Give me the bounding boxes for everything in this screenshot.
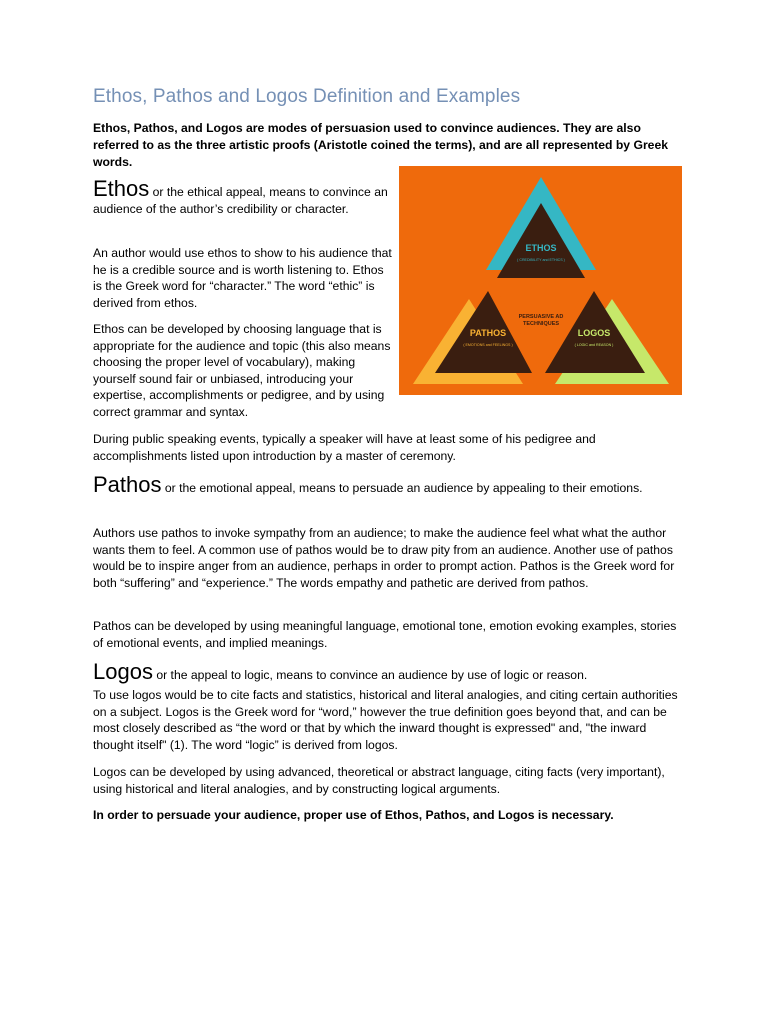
- ethos-label: ETHOS: [525, 243, 557, 253]
- persuasion-triangle-figure: [399, 166, 682, 395]
- ethos-heading: Ethos: [93, 176, 150, 201]
- logos-paragraph-2: Logos can be developed by using advanced, theoretical or abstract language, citing facts (very important), using historical and literal analogies, and by constructing logical arguments.: [93, 765, 665, 796]
- pathos-paragraph-1: Authors use pathos to invoke sympathy from an audience; to make the audience feel what what the author wants them to feel. A common use of pathos would be to draw pity from an audience. Another use of pathos would be to inspire anger from an audience, perhaps in order to prompt action. Pathos is the Greek word for both “suffering” and “experience.” The words empathy and pathetic are derived from pathos.: [93, 526, 675, 590]
- pathos-sublabel: ( EMOTIONS and FEELINGS ): [463, 343, 513, 347]
- pathos-definition: [93, 474, 683, 497]
- persuasion-triangle-graphic: [399, 166, 682, 395]
- logos-paragraph-1: To use logos would be to cite facts and statistics, historical and literal analogies, and citing certain authorities on a subject. Logos is the Greek word for “word,” however the true definition goes beyond that, and can be most closely described as “the word or that by which the inward thought is expressed" and, "the inward thought itself" (1). The word “logic” is derived from logos.: [93, 688, 678, 752]
- center-label-line-2: TECHNIQUES: [522, 321, 560, 327]
- conclusion-paragraph: In order to persuade your audience, proper use of Ethos, Pathos, and Logos is necessary.: [93, 808, 614, 822]
- pathos-definition-text: or the emotional appeal, means to persuade an audience by appealing to their emotions.: [161, 481, 643, 495]
- logos-definition-text: or the appeal to logic, means to convince an audience by use of logic or reason.: [152, 668, 588, 682]
- logos-label: LOGOS: [577, 328, 611, 338]
- document-title: Ethos, Pathos and Logos Definition and Examples: [93, 86, 521, 107]
- logos-heading: Logos: [93, 659, 153, 684]
- intro-paragraph: Ethos, Pathos, and Logos are modes of persuasion used to convince audiences. They are also referred to as the three artistic proofs (Aristotle coined the terms), and are all represented by Greek words.: [93, 121, 669, 169]
- pathos-label: PATHOS: [469, 328, 507, 338]
- pathos-heading: Pathos: [93, 472, 162, 497]
- ethos-sublabel: ( CREDIBILITY and ETHICS ): [517, 258, 565, 262]
- ethos-paragraph-1: An author would use ethos to show to his audience that he is a credible source and is worth listening to. Ethos is the Greek word for “character.” The word “ethic” is derived from ethos.: [93, 246, 392, 310]
- logos-sublabel: ( LOGIC and REASON ): [574, 343, 614, 347]
- ethos-definition-text: or the ethical appeal, means to convince an audience of the author’s credibility or character.: [93, 185, 388, 216]
- pathos-paragraph-2: Pathos can be developed by using meaningful language, emotional tone, emotion evoking examples, stories of emotional events, and implied meanings.: [93, 619, 677, 650]
- ethos-definition: [93, 178, 393, 217]
- logos-definition: [93, 661, 683, 684]
- ethos-paragraph-2: Ethos can be developed by choosing language that is appropriate for the audience and topic (this also means choosing the proper level of vocabulary), making yourself sound fair or unbiased, introducing your expertise, accomplishments or pedigree, and by using correct grammar and syntax.: [93, 322, 391, 419]
- center-label-line-1: PERSUASIVE AD: [518, 314, 564, 320]
- ethos-paragraph-3: During public speaking events, typically a speaker will have at least some of his pedigree and accomplishments listed upon introduction by a master of ceremony.: [93, 432, 596, 463]
